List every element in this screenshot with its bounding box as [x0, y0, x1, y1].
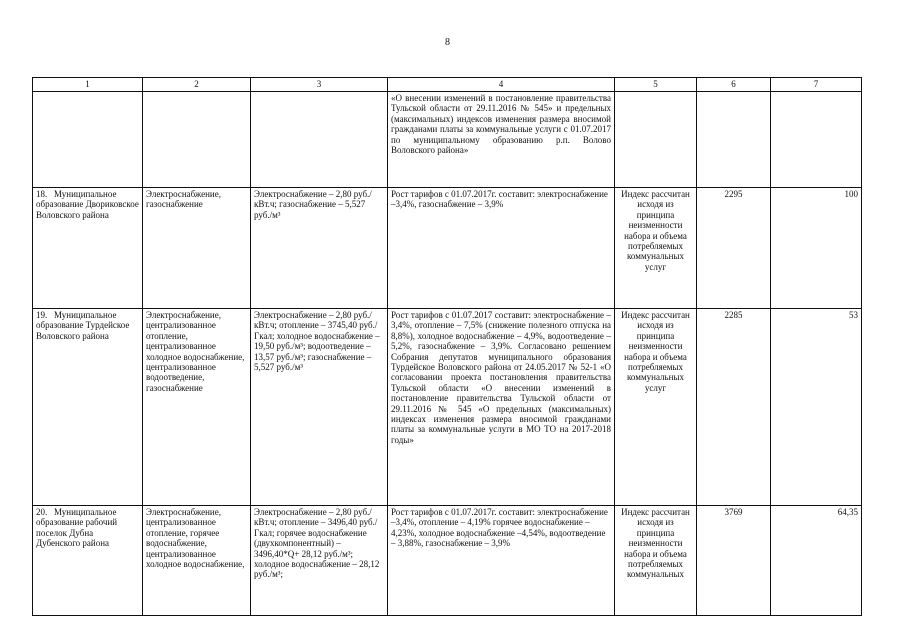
row-number: 19. — [36, 310, 48, 320]
row-number: 18. — [36, 189, 48, 199]
index-cell: Индекс рассчитан исходя из принципа неизменности набора и объема потребляемых коммунальных услуг — [615, 309, 697, 506]
municipality-name: Муниципальное образование Двориковское Воловского района — [36, 189, 139, 220]
table-row — [33, 309, 862, 506]
municipality-cell — [33, 188, 143, 309]
row-number: 20. — [36, 507, 48, 517]
column-header: 4 — [388, 78, 615, 92]
services-cell: Электроснабжение, централизованное отопление, горячее водоснабжение, централизованное холодное водоснабжение, — [143, 506, 251, 616]
index-cell: Индекс рассчитан исходя из принципа неизменности набора и объема потребляемых коммунальных услуг — [615, 188, 697, 309]
col6-cell: 2285 — [697, 309, 771, 506]
page-number: 8 — [445, 37, 450, 48]
col7-cell: 64,35 — [771, 506, 862, 616]
municipality-cell — [33, 309, 143, 506]
municipality-cell — [33, 92, 143, 188]
municipality-cell — [33, 506, 143, 616]
index-cell — [615, 92, 697, 188]
tariffs-cell: Электроснабжение – 2,80 руб./кВт.ч; отопление – 3496,40 руб./Гкал; горячее водоснабжение (двухкомпонентный) – 3496,40*Q+ 28,12 руб./м³; холодное водоснабжение – 28,12 руб./м³; — [251, 506, 388, 616]
municipality-name: Муниципальное образование рабочий поселок Дубна Дубенского района — [36, 507, 118, 549]
column-header: 2 — [143, 78, 251, 92]
col7-cell: 53 — [771, 309, 862, 506]
column-header: 6 — [697, 78, 771, 92]
tariff-table — [32, 77, 862, 616]
col7-cell: 100 — [771, 188, 862, 309]
tariffs-cell — [251, 92, 388, 188]
services-cell — [143, 92, 251, 188]
column-header: 3 — [251, 78, 388, 92]
index-cell: Индекс рассчитан исходя из принципа неизменности набора и объема потребляемых коммунальных — [615, 506, 697, 616]
growth-cell: Рост тарифов с 01.07.2017г. составит: электроснабжение –3,4%, отопление – 4,19% горячее водоснабжение –4,23%, холодное водоснабжение –4,54%, водоотведение – 3,88%, газоснабжение – 3,9% — [388, 506, 615, 616]
col7-cell — [771, 92, 862, 188]
table-row — [33, 92, 862, 188]
tariffs-cell: Электроснабжение – 2,80 руб./кВт.ч; отопление – 3745,40 руб./Гкал; холодное водоснабжение – 19,50 руб./м³; водоотведение – 13,57 руб./м³; газоснабжение – 5,527 руб./м³ — [251, 309, 388, 506]
table-row — [33, 506, 862, 616]
tariffs-cell: Электроснабжение – 2,80 руб./кВт.ч; газоснабжение – 5,527 руб./м³ — [251, 188, 388, 309]
column-header: 1 — [33, 78, 143, 92]
column-header: 7 — [771, 78, 862, 92]
col6-cell — [697, 92, 771, 188]
col6-cell: 3769 — [697, 506, 771, 616]
growth-cell: Рост тарифов с 01.07.2017г. составит: электроснабжение –3,4%, газоснабжение – 3,9% — [388, 188, 615, 309]
growth-cell: Рост тарифов с 01.07.2017 составит: электроснабжение – 3,4%, отопление – 7,5% (снижение полезного отпуска на 8,8%), холодное водоснабжение – 4,9%, водоотведение – 5,2%, газоснабжение – 3,9%. Согласовано решением Собрания депутатов муниципального образования Турдейское Воловского района от 24.05.2017 № 52-1 «О согласовании проекта постановления правительства Тульской области «О внесении изменений в постановление правительства Тульской области от 29.11.2016 № 545 «О предельных (максимальных) индексах изменения размера вносимой гражданами платы за коммунальные услуги в МО ТО на 2017-2018 годы» — [388, 309, 615, 506]
services-cell: Электроснабжение, газоснабжение — [143, 188, 251, 309]
column-header: 5 — [615, 78, 697, 92]
municipality-name: Муниципальное образование Турдейское Воловского района — [36, 310, 130, 341]
services-cell: Электроснабжение, централизованное отопление, централизованное холодное водоснабжение, централизованное водоотведение, газоснабжение — [143, 309, 251, 506]
table-header-row — [33, 78, 862, 92]
growth-cell: «О внесении изменений в постановление правительства Тульской области от 29.11.2016 № 545» и предельных (максимальных) индексов изменения размера вносимой гражданами платы за коммунальные услуги с 01.07.2017 по муниципальному образованию р.п. Волово Воловского района» — [388, 92, 615, 188]
col6-cell: 2295 — [697, 188, 771, 309]
table-row — [33, 188, 862, 309]
